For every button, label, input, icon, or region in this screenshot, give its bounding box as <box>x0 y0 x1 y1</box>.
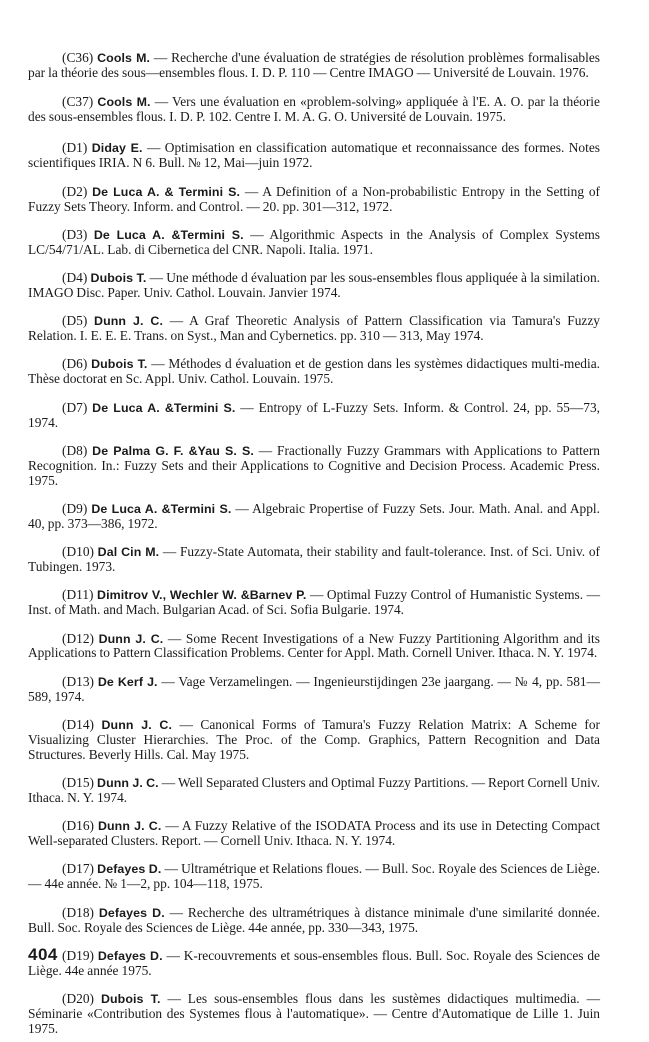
reference-entry <box>28 141 600 171</box>
reference-text: — Méthodes d évaluation et de gestion dans les systèmes didactiques multi-media. Thèse doctorat en Sc. Appl. Univ. Cathol. Louvain. 1975. <box>28 356 600 387</box>
reference-text: — Vage Verzamelingen. — Ingenieurstijdingen 23e jaargang. — № 4, pp. 581—589, 1974. <box>28 673 600 704</box>
reference-text: — Les sous-ensembles flous dans les sustèmes didactiques multimedia. — Séminarie «Contribution des Systemes flous à l'automatique». — Centre d'Automatique de Lille 1. Juin 1975. <box>28 991 600 1036</box>
reference-label: (D1) <box>62 140 88 156</box>
reference-entry <box>28 588 600 618</box>
reference-text: — Algorithmic Aspects in the Analysis of Complex Systems LC/54/71/AL. Lab. di Cibernetica del CNR. Napoli. Italia. 1971. <box>28 226 600 257</box>
reference-authors: Dunn J. C. <box>97 819 162 834</box>
reference-text: — Fractionally Fuzzy Grammars with Applications to Pattern Recognition. In.: Fuzzy Sets and their Applications to Cognitive and Decision Process. Academic Press. 1975. <box>28 442 601 488</box>
reference-authors: Cools M. <box>97 51 151 66</box>
reference-label: (D17) <box>62 861 94 877</box>
reference-entry <box>28 51 600 81</box>
reference-authors: De Luca A. &Termini S. <box>93 227 244 242</box>
reference-label: (D18) <box>62 904 94 920</box>
reference-text: — A Graf Theoretic Analysis of Pattern Classification via Tamura's Fuzzy Relation. I. E. E. E. Trans. on Syst., Man and Cybernetics. pp. 310 — 313, May 1974. <box>28 313 600 344</box>
reference-label: (D5) <box>62 313 88 329</box>
reference-text: — A Fuzzy Relative of the ISODATA Process and its use in Detecting Compact Well-separated Clusters. Report. — Cornell Univ. Ithaca. N. Y. 1974. <box>28 818 600 849</box>
reference-label: (D14) <box>62 716 94 732</box>
reference-authors: Dubois T. <box>100 992 161 1007</box>
reference-entry <box>28 862 600 892</box>
reference-entry <box>28 502 600 532</box>
reference-text: — Vers une évaluation en «problem-solving» appliquée à l'E. A. O. par la théorie des sous-ensembles flous. I. D. P. 102. Centre I. M. A. G. O. Université de Louvain. 1975. <box>28 93 600 124</box>
reference-authors: De Luca A. & Termini S. <box>92 184 241 199</box>
reference-authors: De Luca A. &Termini S. <box>92 400 236 415</box>
reference-label: (C37) <box>62 93 94 109</box>
reference-authors: Dunn J. C. <box>97 776 159 791</box>
reference-text: — Canonical Forms of Tamura's Fuzzy Relation Matrix: A Scheme for Visualizing Cluster Hierarchies. The Proc. of the Comp. Graphics, Pattern Recognition and Data Structures. Beverly Hills. Cal. May 1975. <box>28 716 600 762</box>
reference-entry <box>28 949 600 979</box>
reference-text: — Some Recent Investigations of a New Fuzzy Partitioning Algorithm and its Applications to Pattern Classification Problems. Center for Appl. Math. Cornell Univer. Ithaca. N. Y. 1974. <box>28 630 600 661</box>
reference-authors: Dubois T. <box>90 271 147 286</box>
reference-entry <box>28 228 600 258</box>
reference-label: (D8) <box>62 442 88 458</box>
reference-text: — Optimal Fuzzy Control of Humanistic Systems. — Inst. of Math. and Mach. Bulgarian Acad. of Sci. Sofia Bulgarie. 1974. <box>28 587 600 618</box>
reference-label: (D4) <box>62 270 88 286</box>
reference-entry <box>28 314 600 344</box>
reference-authors: Dunn J. C. <box>94 314 164 329</box>
reference-authors: Dimitrov V., Wechler W. &Barnev P. <box>97 588 307 603</box>
reference-text: — Ultramétrique et Relations floues. — Bull. Soc. Royale des Sciences de Liège. — 44e année. № 1—2, pp. 104—118, 1975. <box>28 861 600 892</box>
reference-authors: Cools M. <box>97 94 151 109</box>
reference-entry <box>28 675 600 705</box>
reference-authors: De Kerf J. <box>97 674 158 689</box>
reference-text: — Recherche d'une évaluation de stratégies de résolution problèmes formalisables par la théorie des sous—ensembles flous. I. D. P. 110 — Centre IMAGO — Université de Louvain. 1976. <box>28 50 600 81</box>
reference-authors: Dunn J. C. <box>98 631 164 646</box>
reference-authors: Dal Cin M. <box>97 545 160 560</box>
reference-label: (D3) <box>62 226 88 242</box>
reference-entry <box>28 776 600 806</box>
reference-label: (D15) <box>62 775 94 791</box>
reference-label: (C36) <box>62 50 94 66</box>
reference-text: — Recherche des ultramétriques à distance minimale d'une similarité donnée. Bull. Soc. Royale des Sciences de Liège. 44e année, pp. 330—343, 1975. <box>28 904 600 935</box>
page-number: 404 <box>28 945 58 964</box>
reference-authors: Diday E. <box>91 141 143 156</box>
reference-entry <box>28 95 600 125</box>
reference-label: (D20) <box>62 991 94 1007</box>
reference-label: (D7) <box>62 399 88 415</box>
reference-entry <box>28 185 600 215</box>
reference-authors: Defayes D. <box>97 948 163 963</box>
reference-label: (D16) <box>62 818 94 834</box>
reference-text: — A Definition of a Non-probabilistic Entropy in the Setting of Fuzzy Sets Theory. Inform. and Control. — 20. pp. 301—312, 1972. <box>28 183 600 214</box>
reference-label: (D2) <box>62 183 88 199</box>
reference-entry <box>28 819 600 849</box>
reference-text: — Algebraic Propertise of Fuzzy Sets. Jour. Math. Anal. and Appl. 40, pp. 373—386, 1972. <box>28 500 600 531</box>
reference-text: — Optimisation en classification automatique et reconnaissance des formes. Notes scientifiques IRIA. N 6. Bull. № 12, Mai—juin 1972. <box>28 140 600 171</box>
reference-text: — Well Separated Clusters and Optimal Fuzzy Partitions. — Report Cornell Univ. Ithaca. N. Y. 1974. <box>28 775 600 805</box>
reference-text: — Fuzzy-State Automata, their stability and fault-tolerance. Inst. of Sci. Univ. of Tubingen. 1973. <box>28 544 600 575</box>
reference-entry <box>28 271 600 301</box>
reference-entry <box>28 906 600 936</box>
reference-entry <box>28 992 600 1037</box>
reference-text: — K-recouvrements et sous-ensembles flous. Bull. Soc. Royale des Sciences de Liège. 44e année 1975. <box>28 947 600 978</box>
reference-entry <box>28 357 600 387</box>
reference-label: (D10) <box>62 544 94 560</box>
reference-authors: De Luca A. &Termini S. <box>91 501 232 516</box>
reference-text: — Une méthode d évaluation par les sous-ensembles flous appliquée à la similation. IMAGO Disc. Paper. Univ. Cathol. Louvain. Janvier 1974. <box>28 270 600 300</box>
reference-entry <box>28 401 600 431</box>
reference-label: (D19) <box>62 947 94 963</box>
reference-authors: De Palma G. F. &Yau S. S. <box>92 443 254 458</box>
reference-entry <box>28 444 600 489</box>
reference-entry <box>28 632 600 662</box>
reference-label: (D11) <box>62 587 94 603</box>
reference-authors: Dunn J. C. <box>101 717 173 732</box>
reference-label: (D6) <box>62 356 88 372</box>
reference-label: (D9) <box>62 500 88 516</box>
reference-authors: Defayes D. <box>98 905 165 920</box>
reference-label: (D12) <box>62 630 94 646</box>
reference-text: — Entropy of L-Fuzzy Sets. Inform. & Control. 24, pp. 55—73, 1974. <box>28 399 600 430</box>
reference-label: (D13) <box>62 673 94 689</box>
reference-authors: Defayes D. <box>97 862 162 877</box>
bibliography-page <box>28 38 600 1042</box>
reference-entry <box>28 545 600 575</box>
reference-entry <box>28 718 600 763</box>
reference-authors: Dubois T. <box>91 357 148 372</box>
